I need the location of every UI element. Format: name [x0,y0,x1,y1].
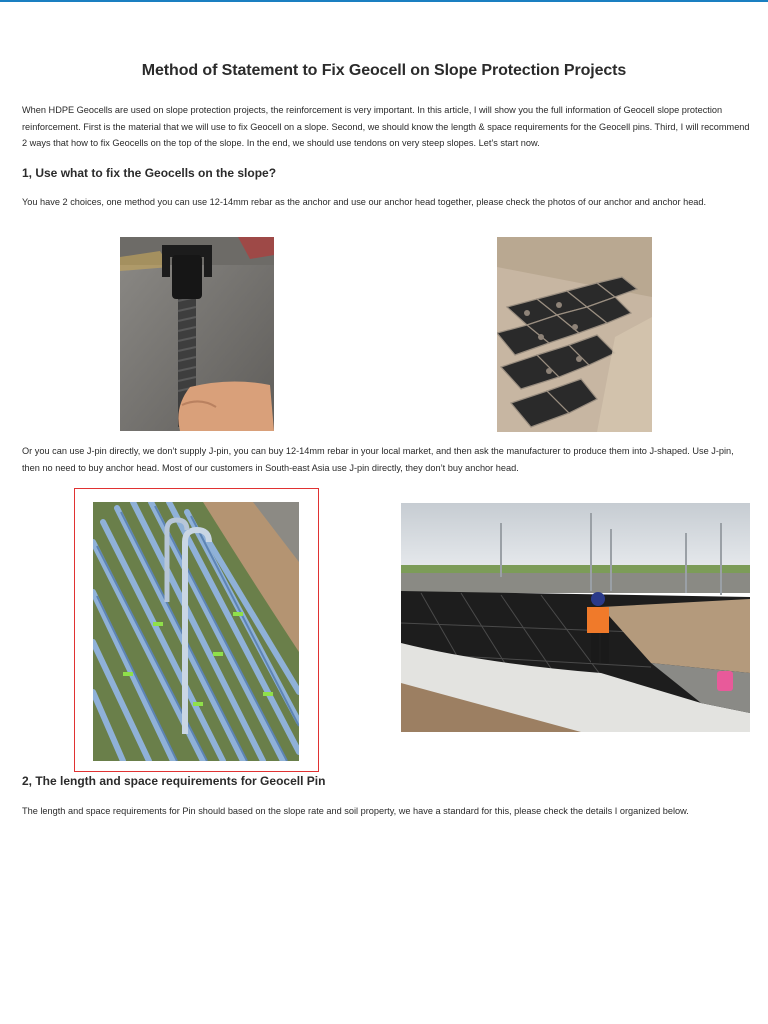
article-title: Method of Statement to Fix Geocell on Slope Protection Projects [141,62,627,79]
geocell-with-anchor-photo [497,237,652,432]
section1-heading: 1, Use what to fix the Geocells on the slope? [22,166,277,180]
section2-paragraph: The length and space requirements for Pin should based on the slope rate and soil property, we have a standard for this, please check the details I organized below. [22,806,689,816]
site-installation-photo [401,503,750,732]
intro-paragraph: When HDPE Geocells are used on slope protection projects, the reinforcement is very important. In this article, I will show you the full information of Geocell slope protection reinforcement. First is the material that we will use to fix Geocell on a slope. Second, we should know the length & space requirements for the Geocell pins. Third, I will recommend 2 ways that how to fix Geocells on the top of the slope. In the end, we should use tendons on very steep slopes. Let’s start now. [22,105,750,148]
section1-paragraph-2: Or you can use J-pin directly, we don’t supply J-pin, you can buy 12-14mm rebar in your local market, and then ask the manufacturer to produce them into J-shaped. Use J-pin, then no need to buy anchor head. Most of our customers in South-east Asia use J-pin directly, they don’t buy anchor head. [22,446,734,473]
jpin-rebar-photo [93,502,299,761]
top-rule [0,0,768,2]
section2-heading: 2, The length and space requirements for Geocell Pin [22,774,326,788]
anchor-head-photo [120,237,274,431]
section1-paragraph-1: You have 2 choices, one method you can use 12-14mm rebar as the anchor and use our anchor head together, please check the photos of our anchor and anchor head. [22,197,707,207]
